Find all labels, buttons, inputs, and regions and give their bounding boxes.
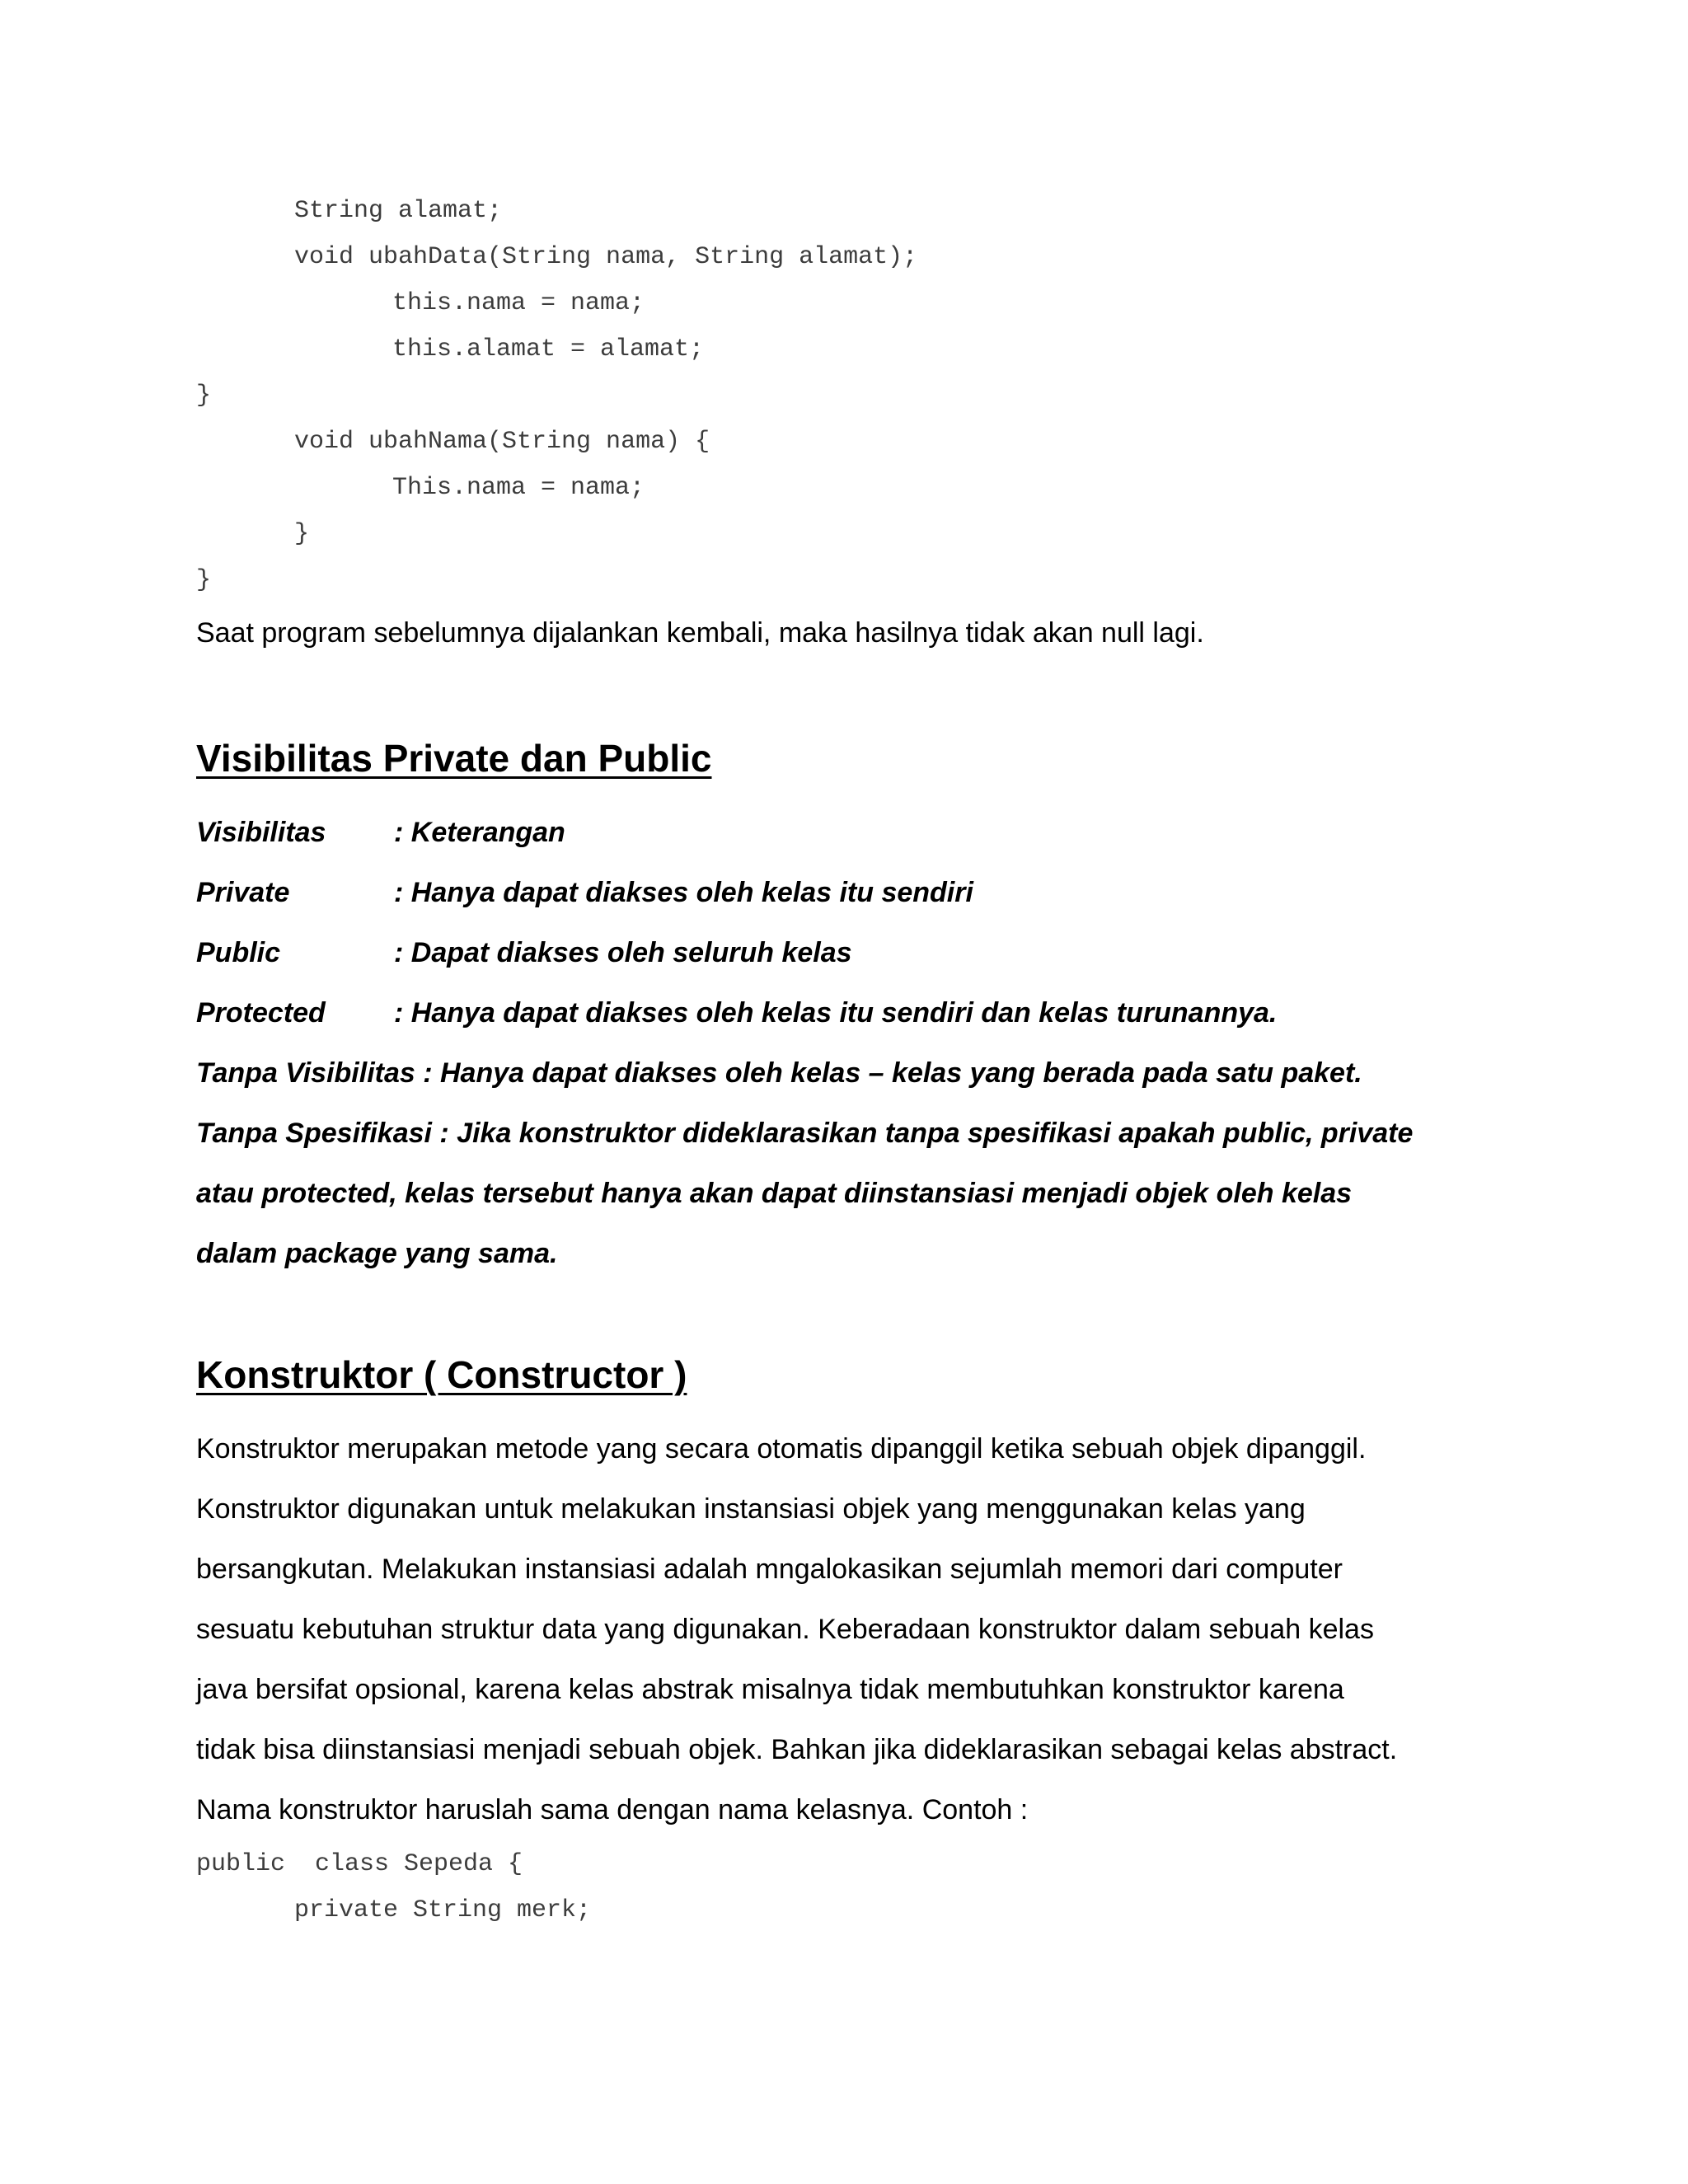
visibility-term: Private bbox=[196, 877, 290, 908]
paragraph-line: Konstruktor digunakan untuk melakukan instansiasi objek yang menggunakan kelas yang bbox=[196, 1493, 1306, 1525]
paragraph-line: sesuatu kebutuhan struktur data yang digunakan. Keberadaan konstruktor dalam sebuah kelas bbox=[196, 1614, 1374, 1645]
paragraph-line: bersangkutan. Melakukan instansiasi adalah mngalokasikan sejumlah memori dari computer bbox=[196, 1554, 1343, 1585]
visibility-desc: : Hanya dapat diakses oleh kelas itu sendiri dan kelas turunannya. bbox=[394, 997, 1278, 1029]
code-line: public class Sepeda { bbox=[196, 1850, 523, 1878]
code-line: this.alamat = alamat; bbox=[392, 335, 705, 363]
section-heading: Visibilitas Private dan Public bbox=[196, 737, 712, 780]
code-line: } bbox=[294, 520, 310, 548]
visibility-desc: : Hanya dapat diakses oleh kelas itu sendiri bbox=[394, 877, 973, 908]
visibility-desc: : Dapat diakses oleh seluruh kelas bbox=[394, 937, 852, 968]
code-line: this.nama = nama; bbox=[392, 289, 645, 317]
section-heading: Konstruktor ( Constructor ) bbox=[196, 1353, 687, 1396]
code-line: This.nama = nama; bbox=[392, 474, 645, 502]
tanpa-visibilitas-text: Tanpa Visibilitas : Hanya dapat diakses oleh kelas – kelas yang berada pada satu paket. bbox=[196, 1057, 1362, 1089]
paragraph-line: java bersifat opsional, karena kelas abstrak misalnya tidak membutuhkan konstruktor karena bbox=[196, 1674, 1344, 1705]
visibility-term: Protected bbox=[196, 997, 326, 1029]
code-line: String alamat; bbox=[294, 197, 503, 225]
visibility-row bbox=[196, 816, 565, 849]
visibility-row bbox=[196, 876, 973, 909]
visibility-term: Public bbox=[196, 937, 281, 968]
paragraph-line: Nama konstruktor haruslah sama dengan nama kelasnya. Contoh : bbox=[196, 1794, 1029, 1825]
code-line: } bbox=[196, 566, 212, 594]
code-line: } bbox=[196, 382, 212, 410]
paragraph-line: Tanpa Spesifikasi : Jika konstruktor dideklarasikan tanpa spesifikasi apakah public, private bbox=[196, 1118, 1414, 1149]
code-line: void ubahData(String nama, String alamat); bbox=[294, 243, 918, 271]
paragraph-line: Konstruktor merupakan metode yang secara otomatis dipanggil ketika sebuah objek dipanggil. bbox=[196, 1433, 1367, 1465]
paragraph-line: tidak bisa diinstansiasi menjadi sebuah objek. Bahkan jika dideklarasikan sebagai kelas abstract. bbox=[196, 1734, 1398, 1765]
visibility-term: Visibilitas bbox=[196, 817, 326, 848]
visibility-row bbox=[196, 996, 1277, 1029]
code-line: void ubahNama(String nama) { bbox=[294, 428, 710, 456]
paragraph-line: atau protected, kelas tersebut hanya akan dapat diinstansiasi menjadi objek oleh kelas bbox=[196, 1178, 1353, 1209]
paragraph: Saat program sebelumnya dijalankan kembali, maka hasilnya tidak akan null lagi. bbox=[196, 617, 1204, 649]
code-line: private String merk; bbox=[294, 1896, 592, 1924]
paragraph-line: dalam package yang sama. bbox=[196, 1238, 558, 1269]
visibility-desc: : Keterangan bbox=[394, 817, 565, 848]
visibility-row bbox=[196, 936, 852, 969]
